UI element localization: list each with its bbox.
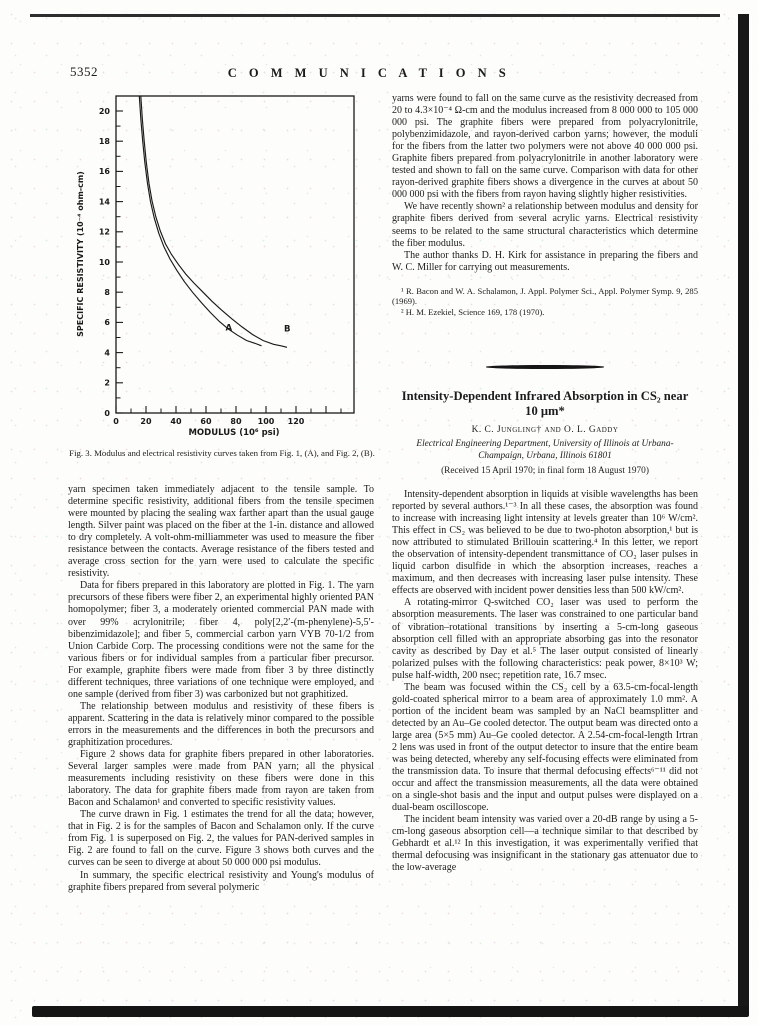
article-authors: K. C. Jungling† and O. L. Gaddy: [471, 424, 619, 435]
paragraph: We have recently shown² a relationship between modulus and density for graphite fibers derived from several acrylic yarns. Electrical resistivity seems to be related to the same structural characteristics which determine the fiber modulus.: [392, 201, 698, 249]
paragraph: The author thanks D. H. Kirk for assistance in preparing the fibers and W. C. Miller for carrying out measurements.: [392, 249, 698, 273]
footnote: ² H. M. Ezekiel, Science 169, 178 (1970).: [401, 306, 545, 317]
right-column: [392, 93, 698, 874]
y-tick-label: 0: [104, 408, 110, 418]
x-tick-label: 0: [113, 417, 119, 426]
scan-edge-top: [30, 14, 720, 17]
curve-label-B: B: [284, 324, 291, 335]
y-tick-label: 12: [98, 227, 110, 237]
section-divider-rule: [486, 365, 604, 369]
figure-caption: Fig. 3. Modulus and electrical resistivity curves taken from Fig. 1, (A), and Fig. 2, (B).: [69, 448, 375, 458]
article-affiliation: Electrical Engineering Department, University of Illinois at Urbana-Champaign, Urbana, Illinois 61801: [416, 438, 674, 461]
y-tick-label: 8: [104, 288, 110, 297]
paragraph: Intensity-dependent absorption in liquids at visible wavelengths has been reported by several authors.¹⁻³ In all these cases, the absorption was found to increase with increasing light intensity at levels greater than 10⁶ W/cm². This effect in CS₂ was believed to be due to two-photon absorption,¹ but is now attributed to stimulated Brillouin scattering.⁴ In this letter, we report the observation of intensity-dependent transmittance of CO₂ laser pulses in liquid carbon disulfide in which the absorption increases, reaches a maximum, and then decreases with increasing laser pulse intensity. These effects are observed with incident power densities less than 500 kW/cm².: [392, 488, 698, 597]
y-tick-label: 6: [104, 318, 110, 328]
x-tick-label: 100: [257, 417, 275, 426]
x-tick-label: 80: [230, 417, 242, 426]
paragraph: yarns were found to fall on the same curve as the resistivity decreased from 20 to 4.3×10⁻⁴ Ω-cm and the modulus increased from 8 000 000 to 105 000 000 psi. The graphite fibers were prepared from polyacrylonitrile, polybenzimidazole, and rayon-derived carbon yarns; however, the moduli for the fibers from the latter two polymers were not above 40 000 000 psi. Graphite fibers prepared from polyacrylonitrile in another laboratory were tested and shown to fall on the same curve. Comparison with data for other rayon-derived graphite fibers shows a divergence in the curves at about 50 000 000 psi with the fibers from rayon having slightly higher resistivities.: [392, 93, 698, 201]
paragraph: Data for fibers prepared in this laboratory are plotted in Fig. 1. The yarn precursors of these fibers were fiber 2, an experimental highly oriented PAN homopolymer; fiber 3, a moderately oriented commercial PAN made with over 99% acrylonitrile; fiber 4, poly[2,2′-(m-phenylene)-5,5′-bibenzimidazole]; and fiber 5, commercial carbon yarn VYB 70-1/2 from Union Carbide Corp. The processing conditions were not the same for the various fibers or for individual samples from a particular fiber precursor. For example, graphite fibers were made from fiber 3 by three distinctly different techniques, three variations of one technique were employed, and one sample (derived from fiber 3) was carbonized but not graphitized.: [68, 580, 374, 700]
paragraph: The beam was focused within the CS₂ cell by a 63.5-cm-focal-length gold-coated spherical mirror to a beam area of approximately 1.0 mm². A portion of the incident beam was sampled by an NaCl beamsplitter and detected by an Au–Ge cooled detector. The output beam was directed onto a large area (5×5 mm) Au–Ge cooled detector. A 2.54-cm-focal-length Irtran 2 lens was used in front of the output detector to insure that the entire beam was being detected, whereby any self-focusing effects were eliminated from the transmission data. To insure that thermal defocusing effects⁶⁻¹¹ did not occur and affect the transmission measurements, all the data were obtained on a single-shot basis and the input and output pulses were displayed on a dual-beam oscilloscope.: [392, 681, 698, 814]
y-tick-label: 4: [104, 348, 110, 358]
curve-B: [141, 96, 287, 347]
scan-edge-bottom: [32, 1006, 749, 1017]
article-received-date: (Received 15 April 1970; in final form 18 August 1970): [441, 465, 649, 476]
paragraph: The curve drawn in Fig. 1 estimates the trend for all the data; however, that in Fig. 2 is for the samples of Bacon and Schalamon only. If the curve from Fig. 1 is superposed on Fig. 2, the values for PAN-derived samples in Fig. 2 are found to fall on the curve. Figure 3 shows both curves and the curves can be seen to diverge at about 50 000 000 psi modulus.: [68, 809, 374, 869]
y-tick-label: 16: [98, 167, 110, 177]
y-tick-label: 14: [98, 197, 110, 207]
figure-3: [66, 88, 378, 459]
x-tick-label: 120: [287, 417, 305, 426]
article-title: Intensity-Dependent Infrared Absorption in CS₂ near 10 μm*: [401, 388, 689, 419]
y-tick-label: 2: [104, 378, 110, 388]
paragraph: The relationship between modulus and resistivity of these fibers is apparent. Scattering in the data is relatively minor compared to the possible errors in the measurements and the differences in both the precursors and graphitization procedures.: [68, 700, 374, 748]
curve-label-A: A: [225, 323, 233, 334]
page-number: 5352: [70, 64, 98, 79]
paragraph: The incident beam intensity was varied over a 20-dB range by using a 5-cm-long gaseous absorption cell—a technique similar to that described by Gebhardt et al.¹² In this investigation, it was experimentally verified that thermal defocusing was insignificant in the stationary gas attenuator due to the low-average: [392, 814, 698, 874]
x-tick-label: 40: [170, 417, 182, 426]
resistivity-modulus-chart: [66, 88, 378, 440]
footnote: ¹ R. Bacon and W. A. Schalamon, J. Appl. Polymer Sci., Appl. Polymer Symp. 9, 285 (1969).: [392, 285, 698, 307]
article-body: [392, 489, 698, 875]
y-tick-label: 20: [98, 106, 110, 116]
paragraph: Figure 2 shows data for graphite fibers prepared in other laboratories. Several larger samples were made from PAN yarn; all the physical measurements including resistivity on these fibers were done in this laboratory. The data for graphite fibers made from rayon are taken from Bacon and Schalamon¹ and converted to specific resistivity values.: [68, 749, 374, 809]
axes-frame: [116, 96, 354, 413]
scan-edge-right: [738, 14, 749, 1015]
paragraph: A rotating-mirror Q-switched CO₂ laser was used to perform the absorption measurements. The laser was constrained to one particular band of vibration–rotational transitions by inserting a 5-cm-long gaseous absorption cell filled with an appropriate absorbing gas into the resonator cavity as described by Day et al.⁵ The laser output consisted of linearly polarized pulses with the following characteristics: peak power, 8×10³ W; pulse half-width, 200 nsec; repetition rate, 16.7 msec.: [392, 597, 698, 681]
y-axis-label: SPECIFIC RESISTIVITY (10⁻⁴ ohm-cm): [76, 171, 85, 337]
footnotes: [392, 286, 698, 318]
paragraph: yarn specimen taken immediately adjacent to the tensile sample. To determine specific resistivity, additional fibers from the tensile specimen were mounted by placing the sealing wax farther apart than the usual gauge length. Silver paint was placed on the fiber at the 1-in. distance and allowed to dry completely. A volt-ohm-milliammeter was used to measure the fiber resistance between the contacts. Average resistance of the fibers tested and average cross section for the yarn were used to calculate the specific resistivity.: [68, 484, 374, 580]
left-column: [68, 484, 374, 894]
paragraph: In summary, the specific electrical resistivity and Young's modulus of graphite fibers prepared from several polymeric: [68, 869, 374, 893]
x-axis-label: MODULUS (10⁶ psi): [188, 428, 280, 438]
x-tick-label: 20: [140, 417, 152, 426]
x-tick-label: 60: [200, 417, 212, 426]
y-tick-label: 10: [98, 257, 110, 267]
y-tick-label: 18: [98, 137, 110, 146]
running-head: C O M M U N I C A T I O N S: [227, 66, 511, 80]
